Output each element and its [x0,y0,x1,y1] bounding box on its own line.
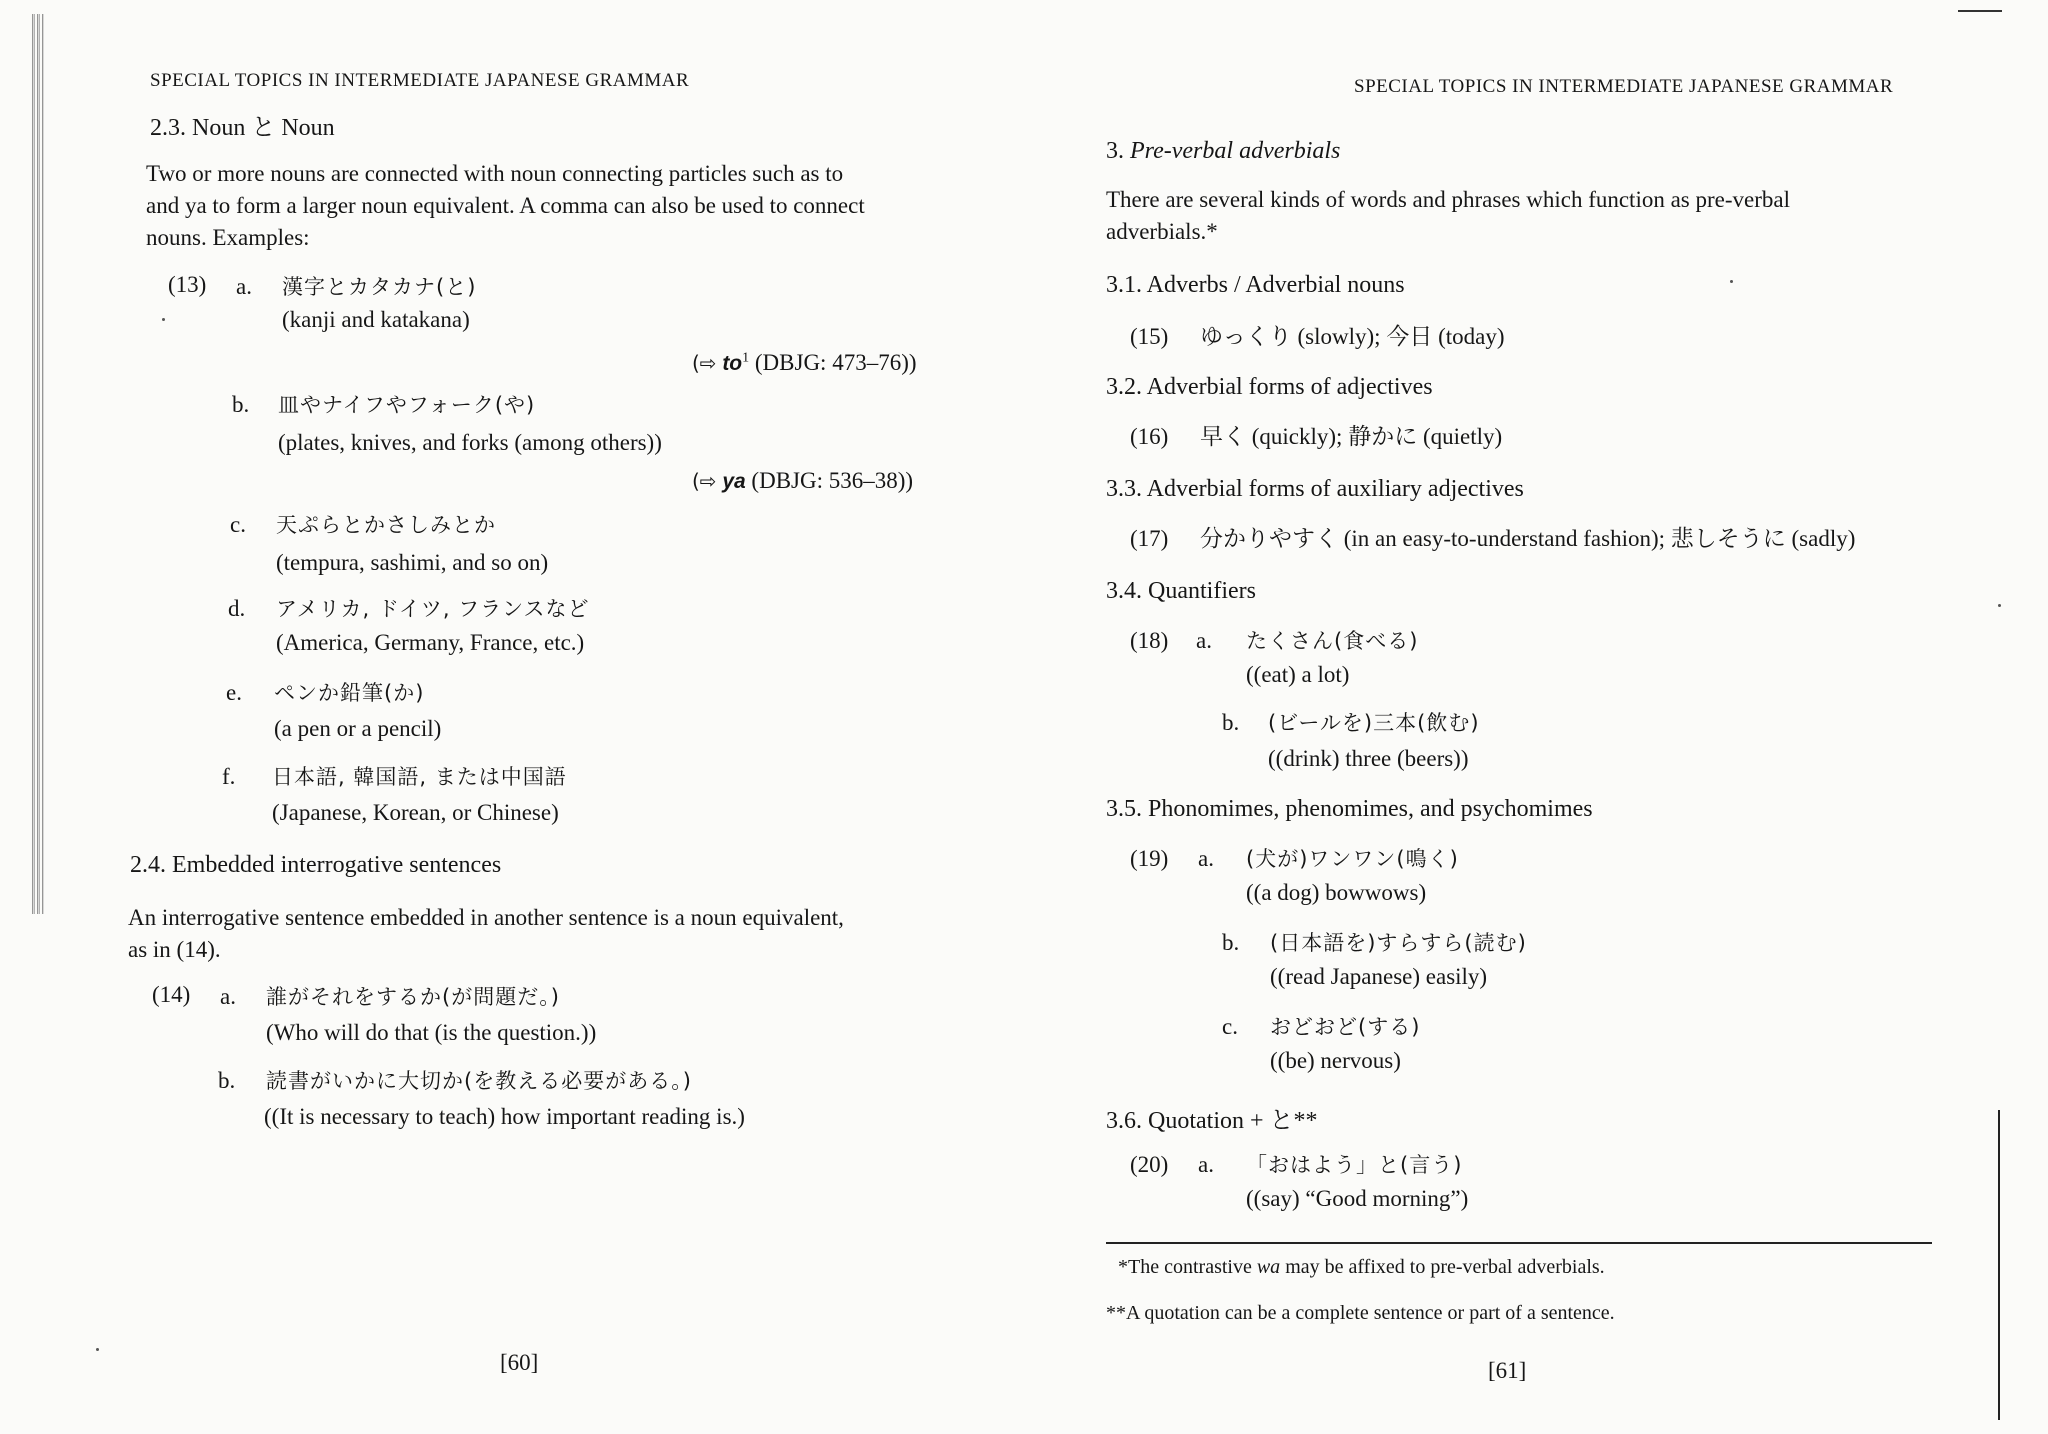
section-3-paragraph [1106,184,1966,248]
japanese-text: (日本語を)すらすら(読む) [1270,931,1527,955]
paragraph-line: nouns. Examples: [146,225,310,250]
japanese-text: 漢字とカタカナ(と) [282,275,477,299]
cross-reference-ya: (⇨ ya (DBJG: 536–38)) [692,468,914,493]
gloss-text: (kanji and katakana) [282,307,470,332]
paragraph-line: adverbials.* [1106,219,1218,244]
item-letter: b. [1222,930,1240,955]
japanese-text: ペンか鉛筆(か) [274,681,425,705]
section-2-4-title: 2.4. Embedded interrogative sentences [130,852,502,878]
example-13-number: (13) [168,272,207,297]
gloss-text: (America, Germany, France, etc.) [276,630,585,655]
section-2-4-paragraph [128,902,968,966]
section-3-title: 3. Pre-verbal adverbials [1106,138,1341,164]
scan-speck [1730,280,1733,283]
paragraph-line: Two or more nouns are connected with noun connecting particles such as to [146,161,844,186]
section-3-6-title: 3.6. Quotation + と** [1106,1108,1318,1134]
item-letter: f. [222,764,236,789]
japanese-text: アメリカ, ドイツ, フランスなど [276,597,590,621]
example-18-number: (18) [1130,628,1169,653]
item-letter: a. [1198,1152,1214,1177]
item-letter: c. [230,512,246,537]
example-15: (15) ゆっくり (slowly); 今日 (today) [1130,324,1505,349]
gloss-text: (a pen or a pencil) [274,716,442,741]
item-letter: a. [236,274,252,299]
example-16: (16) 早く (quickly); 静かに (quietly) [1130,424,1503,449]
footnote-rule [1106,1242,1932,1244]
section-3-4-title: 3.4. Quantifiers [1106,578,1256,604]
gloss-text: ((eat) a lot) [1246,662,1350,687]
gloss-text: ((a dog) bowwows) [1246,880,1427,905]
scan-speck [162,318,165,321]
gloss-text: ((read Japanese) easily) [1270,964,1488,989]
example-14-number: (14) [152,982,191,1007]
item-letter: d. [228,596,246,621]
item-letter: b. [232,392,250,417]
japanese-text: おどおど(する) [1270,1015,1421,1039]
japanese-text: たくさん(食べる) [1246,629,1419,653]
item-letter: a. [1198,846,1214,871]
scan-speck [1998,604,2001,607]
gloss-text: (Who will do that (is the question.)) [266,1020,597,1045]
item-letter: b. [218,1068,236,1093]
item-letter: e. [226,680,242,705]
japanese-text: 誰がそれをするか(が問題だ。) [266,985,560,1009]
item-letter: b. [1222,710,1240,735]
gloss-text: (plates, knives, and forks (among others)) [278,430,662,455]
section-2-3-title: 2.3. Noun と Noun [150,115,335,141]
example-20-number: (20) [1130,1152,1169,1177]
gloss-text: ((It is necessary to teach) how important reading is.) [264,1104,745,1129]
right-page [1024,0,2048,1434]
page-number-left: [60] [500,1350,539,1375]
section-3-3-title: 3.3. Adverbial forms of auxiliary adjectives [1106,476,1524,502]
gloss-text: ((drink) three (beers)) [1268,746,1469,771]
item-letter: a. [1196,628,1212,653]
item-letter: c. [1222,1014,1238,1039]
page-number-right: [61] [1488,1358,1527,1383]
section-3-5-title: 3.5. Phonomimes, phenomimes, and psychomimes [1106,796,1593,822]
example-19-number: (19) [1130,846,1169,871]
example-17: (17) 分かりやすく (in an easy-to-understand fashion); 悲しそうに (sadly) [1130,526,1856,551]
paragraph-line: as in (14). [128,937,221,962]
footnote-1: *The contrastive wa may be affixed to pre-verbal adverbials. [1118,1256,1605,1278]
section-2-3-paragraph [146,158,966,254]
japanese-text: (ビールを)三本(飲む) [1268,711,1480,735]
paragraph-line: An interrogative sentence embedded in another sentence is a noun equivalent, [128,905,844,930]
binding-shadow [32,14,44,914]
japanese-text: 「おはよう」と(言う) [1246,1153,1463,1177]
scan-edge-line [1998,1110,2000,1420]
japanese-text: 日本語, 韓国語, または中国語 [272,765,567,789]
footnote-2: **A quotation can be a complete sentence or part of a sentence. [1106,1302,1615,1324]
item-letter: a. [220,984,236,1009]
paragraph-line: There are several kinds of words and phrases which function as pre-verbal [1106,187,1790,212]
scan-mark [1958,10,2002,12]
running-head-right: SPECIAL TOPICS IN INTERMEDIATE JAPANESE GRAMMAR [1354,76,1894,97]
japanese-text: (犬が)ワンワン(鳴く) [1246,847,1459,871]
cross-reference-to: (⇨ $to^1$ (DBJG: 473–76)) [692,350,917,375]
section-3-1-title: 3.1. Adverbs / Adverbial nouns [1106,272,1405,298]
paragraph-line: and ya to form a larger noun equivalent. A comma can also be used to connect [146,193,865,218]
gloss-text: ((say) “Good morning”) [1246,1186,1469,1211]
japanese-text: 皿やナイフやフォーク(や) [278,393,536,417]
running-head-left: SPECIAL TOPICS IN INTERMEDIATE JAPANESE GRAMMAR [150,70,690,91]
gloss-text: (tempura, sashimi, and so on) [276,550,549,575]
japanese-text: 読書がいかに大切か(を教える必要がある。) [266,1069,692,1093]
gloss-text: (Japanese, Korean, or Chinese) [272,800,559,825]
japanese-text: 天ぷらとかさしみとか [276,513,496,537]
scan-speck [96,1348,99,1351]
gloss-text: ((be) nervous) [1270,1048,1401,1073]
section-3-2-title: 3.2. Adverbial forms of adjectives [1106,374,1433,400]
